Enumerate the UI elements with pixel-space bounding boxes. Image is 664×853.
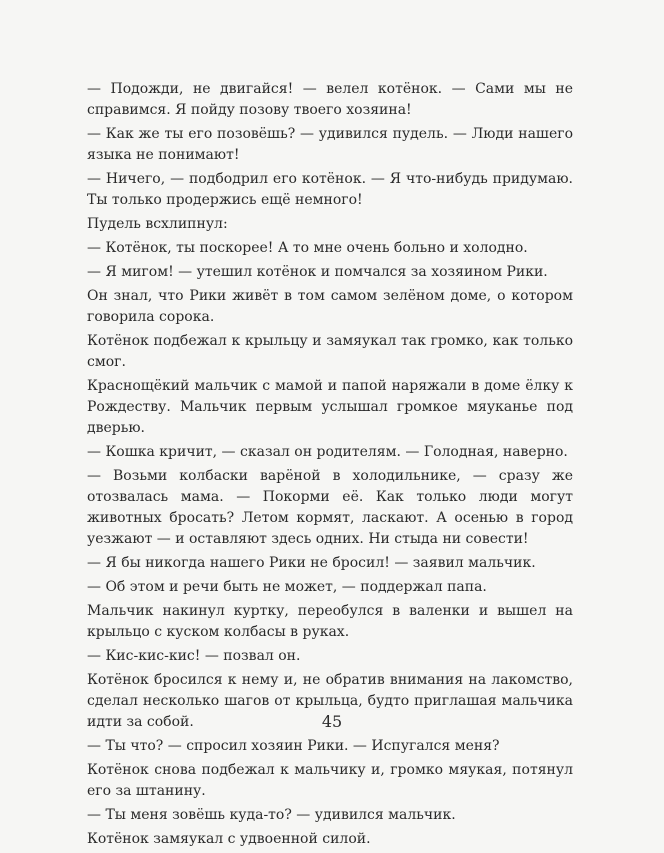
paragraph: — Подожди, не двигайся! — велел котёнок. — Сами мы не справимся. Я пойду позову твоего хозяина! [87, 81, 573, 118]
paragraph: — Котёнок, ты поскорее! А то мне очень больно и холодно. [87, 240, 528, 256]
paragraph: — Я мигом! — утешил котёнок и помчался за хозяином Рики. [87, 264, 548, 280]
paragraph: — Кис-кис-кис! — позвал он. [87, 648, 301, 664]
paragraph: — Как же ты его позовёшь? — удивился пудель. — Люди нашего языка не понимают! [87, 126, 573, 163]
paragraph: Пудель всхлипнул: [87, 216, 228, 232]
page-number: 45 [321, 712, 343, 731]
paragraph: — Я бы никогда нашего Рики не бросил! — заявил мальчик. [87, 555, 536, 571]
paragraph: Краснощёкий мальчик с мамой и папой наряжали в доме ёлку к Рождеству. Мальчик первым услышал громкое мяуканье под дверью. [87, 378, 573, 436]
paragraph: Котёнок бросился к нему и, не обратив внимания на лакомство, сделал несколько шагов от крыльца, будто приглашая мальчика идти за собой. [87, 672, 573, 730]
paragraph: Котёнок замяукал с удвоенной силой. [87, 831, 371, 847]
paragraph: Мальчик накинул куртку, переобулся в валенки и вышел на крыльцо с куском колбасы в руках. [87, 603, 573, 640]
paragraph: — Ты меня зовёшь куда-то? — удивился мальчик. [87, 807, 456, 823]
paragraph: — Ты что? — спросил хозяин Рики. — Испугался меня? [87, 738, 500, 754]
paragraph: — Кошка кричит, — сказал он родителям. — Голодная, наверно. [87, 444, 568, 460]
paragraph: — Об этом и речи быть не может, — поддержал папа. [87, 579, 487, 595]
paragraph: — Возьми колбаски варёной в холодильнике, — сразу же отозвалась мама. — Покорми её. Как только люди могут животных бросать? Летом кормят, ласкают. А осенью в город уезжают — и оставляют здесь одних. Ни стыда ни совести! [87, 468, 573, 547]
page-text [87, 79, 573, 853]
paragraph: Котёнок подбежал к крыльцу и замяукал так громко, как только смог. [87, 333, 573, 370]
paragraph: Котёнок снова подбежал к мальчику и, громко мяукая, потянул его за штанину. [87, 762, 573, 799]
paragraph: — Ничего, — подбодрил его котёнок. — Я что-нибудь придумаю. Ты только продержись ещё немного! [87, 171, 573, 208]
paragraph: Он знал, что Рики живёт в том самом зелёном доме, о котором говорила сорока. [87, 288, 573, 325]
